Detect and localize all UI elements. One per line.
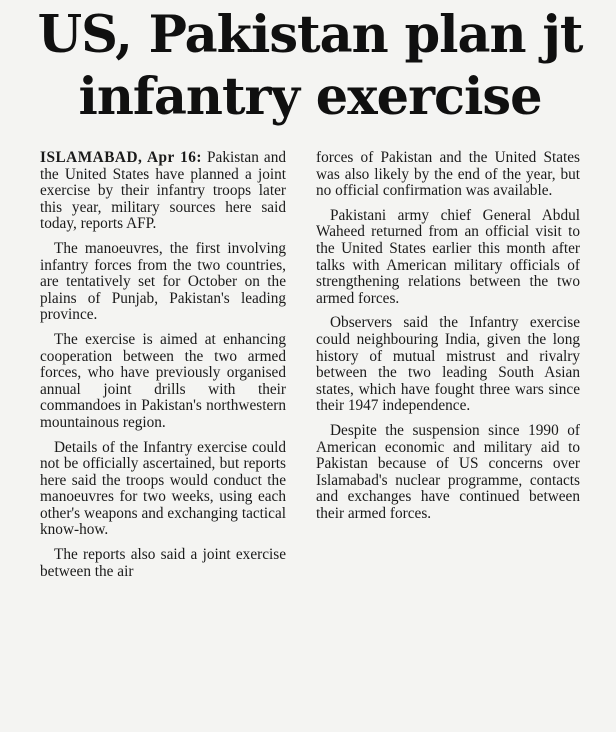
article-paragraph: Pakistani army chief General Abdul Waheed returned from an official visit to the United States earlier this month after talks with American military officials of strengthening relations between the two armed forces. — [316, 206, 580, 307]
article-paragraph: forces of Pakistan and the United States was also likely by the end of the year, but no official confirmation was available. — [316, 149, 580, 200]
article-paragraph: The manoeuvres, the first involving infantry forces from the two countries, are tentatively set for October on the plains of Punjab, Pakistan's leading province. — [40, 239, 286, 324]
article-paragraph: The reports also said a joint exercise between the air — [40, 546, 286, 580]
article-paragraph: Despite the suspension since 1990 of American economic and military aid to Pakistan because of US concerns over Islamabad's nuclear programme, contacts and exchanges have continued between their armed forces. — [316, 421, 580, 522]
article-column-left — [40, 150, 286, 588]
article-paragraph: Details of the Infantry exercise could not be officially ascertained, but reports here said the troops would conduct the manoeuvres for two weeks, using each other's weapons and exchanging tactical know-how. — [40, 438, 286, 539]
article-paragraph: The exercise is aimed at enhancing cooperation between the two armed forces, who have previously organised annual joint drills with their commandoes in Pakistan's northwestern mountainous region. — [40, 330, 286, 431]
dateline: ISLAMABAD, Apr 16: — [40, 149, 202, 166]
article-paragraph — [40, 150, 286, 233]
paragraph-text: Pakistan and the United States have planned a joint exercise by their infantry troops later this year, military sources here said today, reports AFP. — [40, 149, 286, 233]
article-column-right — [316, 150, 580, 530]
article-paragraph: Observers said the Infantry exercise could neighbouring India, given the long history of mutual mistrust and rivalry between the two leading South Asian states, which have fought three wars since their 1947 independence. — [316, 314, 580, 415]
headline-line-2: infantry exercise — [78, 67, 542, 127]
headline-line-1: US, Pakistan plan jt — [37, 5, 583, 65]
headline — [10, 4, 610, 128]
